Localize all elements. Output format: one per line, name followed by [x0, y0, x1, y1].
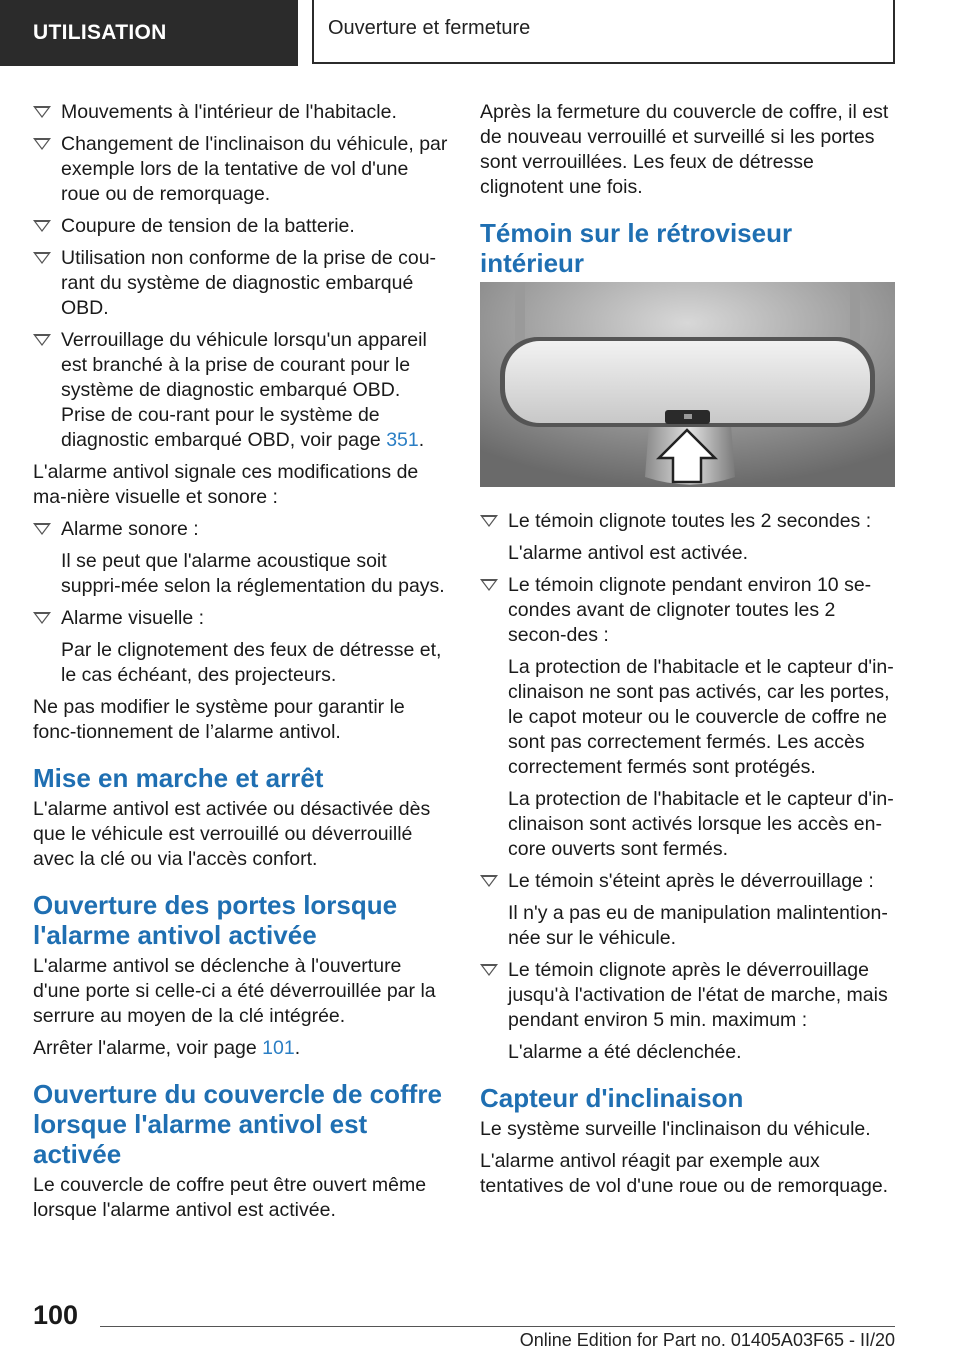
- heading-temoin: Témoin sur le rétroviseur intérieur: [480, 218, 793, 278]
- page-header: [0, 0, 960, 66]
- list-item: Le témoin clignote toutes les 2 secondes :: [480, 509, 898, 534]
- triangle-bullet-icon: [33, 523, 51, 535]
- triangle-bullet-icon: [480, 964, 498, 976]
- paragraph: Le système surveille l'inclinaison du véhicule.: [480, 1118, 871, 1140]
- chapter-title-text: Ouverture et fermeture: [328, 17, 531, 39]
- list-item-detail: Il se peut que l'alarme acoustique soit suppri-mée selon la réglementation du pays.: [61, 550, 445, 597]
- list-item-detail: L'alarme antivol est activée.: [508, 542, 749, 564]
- list-item-detail: La protection de l'habitacle et le capteur d'in-clinaison sont activés lorsque les accès en-core ouverts sont fermés.: [508, 788, 894, 860]
- triangle-bullet-icon: [33, 334, 51, 346]
- heading-ouverture-portes: Ouverture des portes lorsque l'alarme antivol activée: [33, 890, 398, 950]
- page-footer: [0, 1290, 960, 1362]
- paragraph: L'alarme antivol signale ces modifications de ma-nière visuelle et sonore :: [33, 461, 419, 508]
- edition-info: Online Edition for Part no. 01405A03F65 - II/20: [519, 1330, 895, 1350]
- list-item-detail: Par le clignotement des feux de détresse et, le cas échéant, des projecteurs.: [61, 639, 442, 686]
- list-item: Le témoin s'éteint après le déverrouillage :: [480, 869, 898, 894]
- triangle-bullet-icon: [480, 579, 498, 591]
- triangle-bullet-icon: [33, 138, 51, 150]
- list-item: Mouvements à l'intérieur de l'habitacle.: [33, 100, 448, 125]
- triangle-bullet-icon: [33, 220, 51, 232]
- footer-divider: [100, 1326, 895, 1327]
- page-number: 100: [33, 1300, 79, 1330]
- list-item-detail: L'alarme a été déclenchée.: [508, 1041, 742, 1063]
- paragraph: Arrêter l'alarme, voir page 101.: [33, 1037, 301, 1059]
- paragraph: L'alarme antivol se déclenche à l'ouverture d'une porte si celle-ci a été déverrouillée par la serrure au moyen de la clé intégrée.: [33, 955, 436, 1027]
- triangle-bullet-icon: [33, 612, 51, 624]
- heading-ouverture-coffre: Ouverture du couvercle de coffre lorsque l'alarme antivol est activée: [33, 1079, 442, 1169]
- list-item: Coupure de tension de la batterie.: [33, 214, 448, 239]
- list-item: Alarme visuelle :: [33, 606, 448, 631]
- heading-capteur: Capteur d'inclinaison: [480, 1083, 744, 1113]
- section-title: UTILISATION: [0, 0, 298, 66]
- paragraph: L'alarme antivol réagit par exemple aux tentatives de vol d'une roue ou de remorquage.: [480, 1150, 889, 1197]
- list-item-detail: La protection de l'habitacle et le capteur d'in-clinaison ne sont pas activés, car les portes, le capot moteur ou le couvercle de coffre ne sont pas correctement fermés. Les accès correctement fermés sont protégés.: [508, 656, 894, 778]
- list-item: Verrouillage du véhicule lorsqu'un appareil est branché à la prise de courant pour le système de diagnostic embarqué OBD. Prise de cou-rant pour le système de diagnostic embarqué OBD, voir page 351.: [33, 328, 448, 453]
- paragraph: Ne pas modifier le système pour garantir le fonc-tionnement de l’alarme antivol.: [33, 696, 405, 743]
- triangle-bullet-icon: [480, 875, 498, 887]
- list-item: Changement de l'inclinaison du véhicule, par exemple lors de la tentative de vol d'une roue ou de remorquage.: [33, 132, 448, 207]
- list-item: Le témoin clignote pendant environ 10 se-condes avant de clignoter toutes les 2 secon-des :: [480, 573, 898, 648]
- triangle-bullet-icon: [33, 106, 51, 118]
- list-item: Utilisation non conforme de la prise de cou-rant du système de diagnostic embarqué OBD.: [33, 246, 448, 321]
- right-column: [480, 100, 898, 1206]
- paragraph: Après la fermeture du couvercle de coffre, il est de nouveau verrouillé et surveillé si les portes sont verrouillées. Les feux de détresse clignotent une fois.: [480, 101, 889, 198]
- triangle-bullet-icon: [33, 252, 51, 264]
- list-item: Le témoin clignote après le déverrouillage jusqu'à l'activation de l'état de marche, mais pendant environ 5 min. maximum :: [480, 958, 898, 1033]
- page-link-351[interactable]: 351: [386, 429, 419, 451]
- triangle-bullet-icon: [480, 515, 498, 527]
- page-link-101[interactable]: 101: [262, 1037, 295, 1059]
- list-item-detail: Il n'y a pas eu de manipulation malintention-née sur le véhicule.: [508, 902, 888, 949]
- chapter-title: [312, 0, 895, 64]
- paragraph: L'alarme antivol est activée ou désactivée dès que le véhicule est verrouillé ou déverrouillé avec la clé ou via l'accès confort.: [33, 798, 431, 870]
- heading-mise-en-marche: Mise en marche et arrêt: [33, 763, 324, 793]
- list-item: Alarme sonore :: [33, 517, 448, 542]
- rearview-mirror-image: [480, 282, 895, 487]
- left-column: [33, 100, 448, 1230]
- paragraph: Le couvercle de coffre peut être ouvert même lorsque l'alarme antivol est activée.: [33, 1174, 427, 1221]
